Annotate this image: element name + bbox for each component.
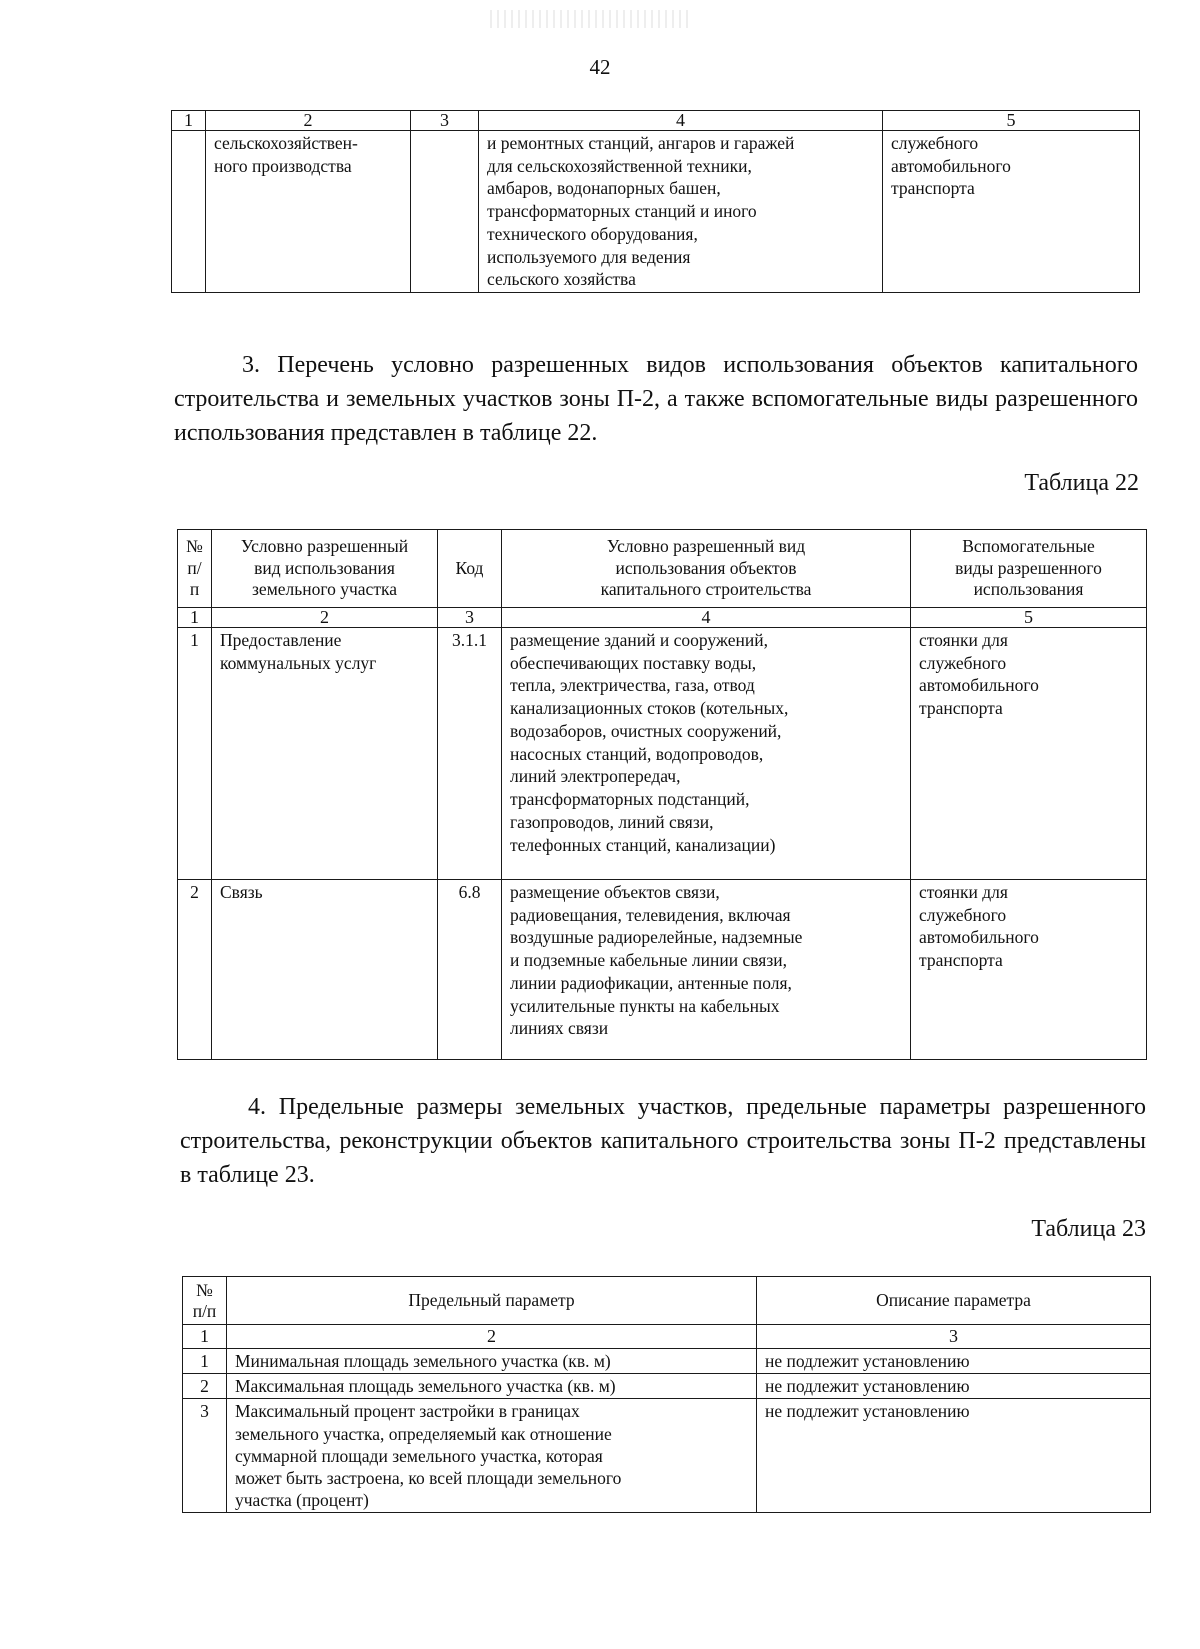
row-number: 1 bbox=[183, 1348, 227, 1373]
land-use-cell: сельскохозяйствен- ного производства bbox=[206, 130, 411, 292]
index-cell: 1 bbox=[178, 608, 212, 628]
land-use-cell: Связь bbox=[212, 879, 438, 1059]
table-row bbox=[183, 1399, 1151, 1513]
parameter-cell: Минимальная площадь земельного участка (кв. м) bbox=[227, 1348, 757, 1373]
table-23-caption: Таблица 23 bbox=[1031, 1216, 1146, 1242]
index-cell: 3 bbox=[438, 608, 502, 628]
code-cell: 6.8 bbox=[438, 879, 502, 1059]
header-row bbox=[183, 1277, 1151, 1325]
table-22 bbox=[177, 529, 1147, 1060]
capital-use-cell: размещение объектов связи, радиовещания, телевидения, включая воздушные радиорелейные, надземные и подземные кабельные линии связи, линии радиофикации, антенные поля, усилительные пункты на кабельных линиях связи bbox=[502, 879, 911, 1059]
capital-use-cell: и ремонтных станций, ангаров и гаражей для сельскохозяйственной техники, амбаров, водонапорных башен, трансформаторных станций и иного технического оборудования, используемого для ведения сельского хозяйства bbox=[479, 130, 883, 292]
parameter-cell: Максимальная площадь земельного участка (кв. м) bbox=[227, 1374, 757, 1399]
header-parameter: Предельный параметр bbox=[227, 1277, 757, 1325]
header-row bbox=[178, 530, 1147, 608]
row-number: 2 bbox=[183, 1374, 227, 1399]
header-description: Описание параметра bbox=[757, 1277, 1151, 1325]
row-number: 2 bbox=[178, 879, 212, 1059]
continued-table bbox=[171, 110, 1140, 293]
index-row bbox=[172, 111, 1140, 131]
header-num: № п/п bbox=[178, 530, 212, 608]
index-cell: 5 bbox=[883, 111, 1140, 131]
description-cell: не подлежит установлению bbox=[757, 1348, 1151, 1373]
header-capital-use: Условно разрешенный вид использования объектов капитального строительства bbox=[502, 530, 911, 608]
table-row bbox=[172, 130, 1140, 292]
scan-noise bbox=[490, 10, 690, 28]
table-22-caption: Таблица 22 bbox=[1024, 470, 1139, 496]
auxiliary-cell: служебного автомобильного транспорта bbox=[883, 130, 1140, 292]
header-auxiliary: Вспомогательные виды разрешенного использования bbox=[911, 530, 1147, 608]
auxiliary-cell: стоянки для служебного автомобильного транспорта bbox=[911, 627, 1147, 879]
description-cell: не подлежит установлению bbox=[757, 1399, 1151, 1513]
table-row bbox=[178, 627, 1147, 879]
index-cell: 5 bbox=[911, 608, 1147, 628]
parameter-cell: Максимальный процент застройки в границах земельного участка, определяемый как отношение суммарной площади земельного участка, которая может быть застроена, ко всей площади земельного участка (процент) bbox=[227, 1399, 757, 1513]
index-cell: 3 bbox=[757, 1325, 1151, 1349]
row-number: 3 bbox=[183, 1399, 227, 1513]
row-number bbox=[172, 130, 206, 292]
index-cell: 4 bbox=[502, 608, 911, 628]
index-cell: 2 bbox=[227, 1325, 757, 1349]
index-cell: 2 bbox=[212, 608, 438, 628]
header-land-use: Условно разрешенный вид использования земельного участка bbox=[212, 530, 438, 608]
index-row bbox=[183, 1325, 1151, 1349]
description-cell: не подлежит установлению bbox=[757, 1374, 1151, 1399]
row-number: 1 bbox=[178, 627, 212, 879]
section-3-paragraph: 3. Перечень условно разрешенных видов использования объектов капитального строительства и земельных участков зоны П-2, а также вспомогательные виды разрешенного использования представлен в таблице 22. bbox=[174, 352, 1138, 446]
capital-use-cell: размещение зданий и сооружений, обеспечивающих поставку воды, тепла, электричества, газа, отвод канализационных стоков (котельных, водозаборов, очистных сооружений, насосных станций, водопроводов, линий электропередач, трансформаторных подстанций, газопроводов, линий связи, телефонных станций, канализации) bbox=[502, 627, 911, 879]
page-number: 42 bbox=[589, 55, 611, 79]
land-use-cell: Предоставление коммунальных услуг bbox=[212, 627, 438, 879]
table-row bbox=[178, 879, 1147, 1059]
index-cell: 1 bbox=[172, 111, 206, 131]
auxiliary-cell: стоянки для служебного автомобильного транспорта bbox=[911, 879, 1147, 1059]
index-row bbox=[178, 608, 1147, 628]
index-cell: 1 bbox=[183, 1325, 227, 1349]
section-4-paragraph: 4. Предельные размеры земельных участков, предельные параметры разрешенного строительства, реконструкции объектов капитального строительства зоны П-2 представлены в таблице 23. bbox=[180, 1094, 1146, 1188]
table-row bbox=[183, 1374, 1151, 1399]
code-cell: 3.1.1 bbox=[438, 627, 502, 879]
code-cell bbox=[411, 130, 479, 292]
index-cell: 4 bbox=[479, 111, 883, 131]
index-cell: 2 bbox=[206, 111, 411, 131]
table-row bbox=[183, 1348, 1151, 1373]
header-num: № п/п bbox=[183, 1277, 227, 1325]
index-cell: 3 bbox=[411, 111, 479, 131]
table-23 bbox=[182, 1276, 1151, 1513]
header-code: Код bbox=[438, 530, 502, 608]
